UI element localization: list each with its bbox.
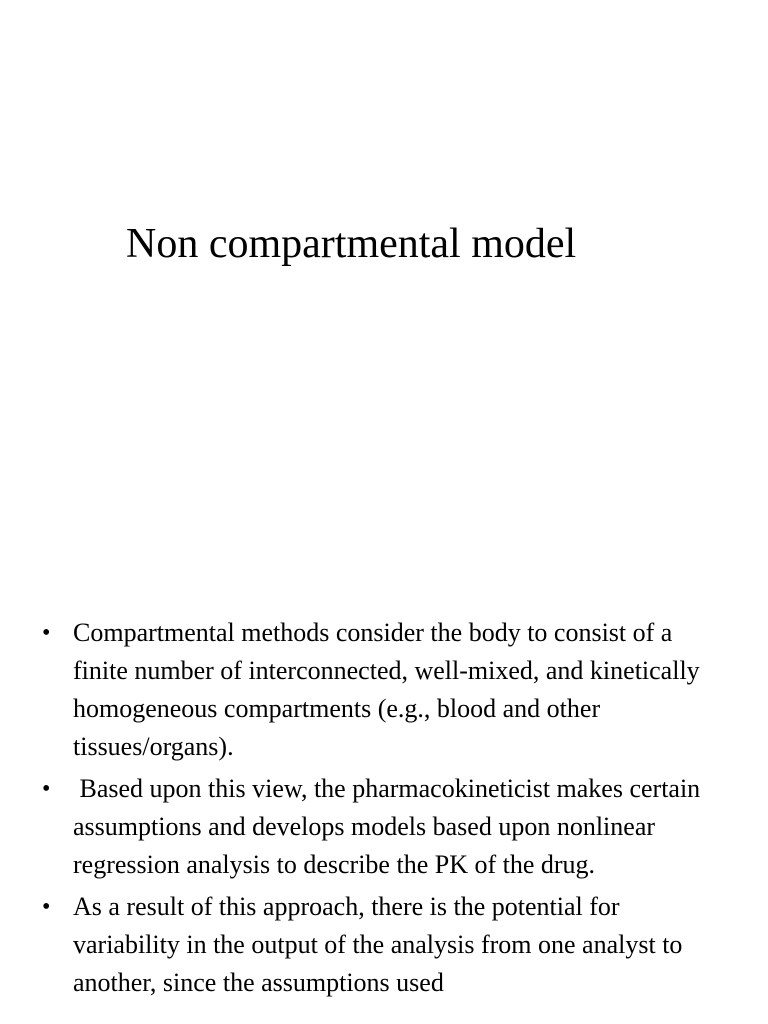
bullet-list — [40, 614, 720, 1006]
bullet-marker: • — [42, 620, 51, 646]
bullet-item — [40, 614, 720, 766]
bullet-text: Compartmental methods consider the body to consist of a finite number of interconnected, well-mixed, and kinetically homogeneous compartments (e.g., blood and other tissues/organs). — [73, 618, 707, 761]
bullet-marker: • — [42, 894, 51, 920]
bullet-item — [40, 888, 720, 1002]
bullet-text: As a result of this approach, there is the potential for variability in the output of the analysis from one analyst to another, since the assumptions used — [73, 892, 689, 997]
bullet-item — [40, 770, 720, 884]
bullet-marker: • — [42, 776, 51, 802]
bullet-text: Based upon this view, the pharmacokineticist makes certain assumptions and develops models based upon nonlinear regression analysis to describe the PK of the drug. — [73, 774, 707, 879]
slide-title: Non compartmental model — [126, 221, 577, 267]
